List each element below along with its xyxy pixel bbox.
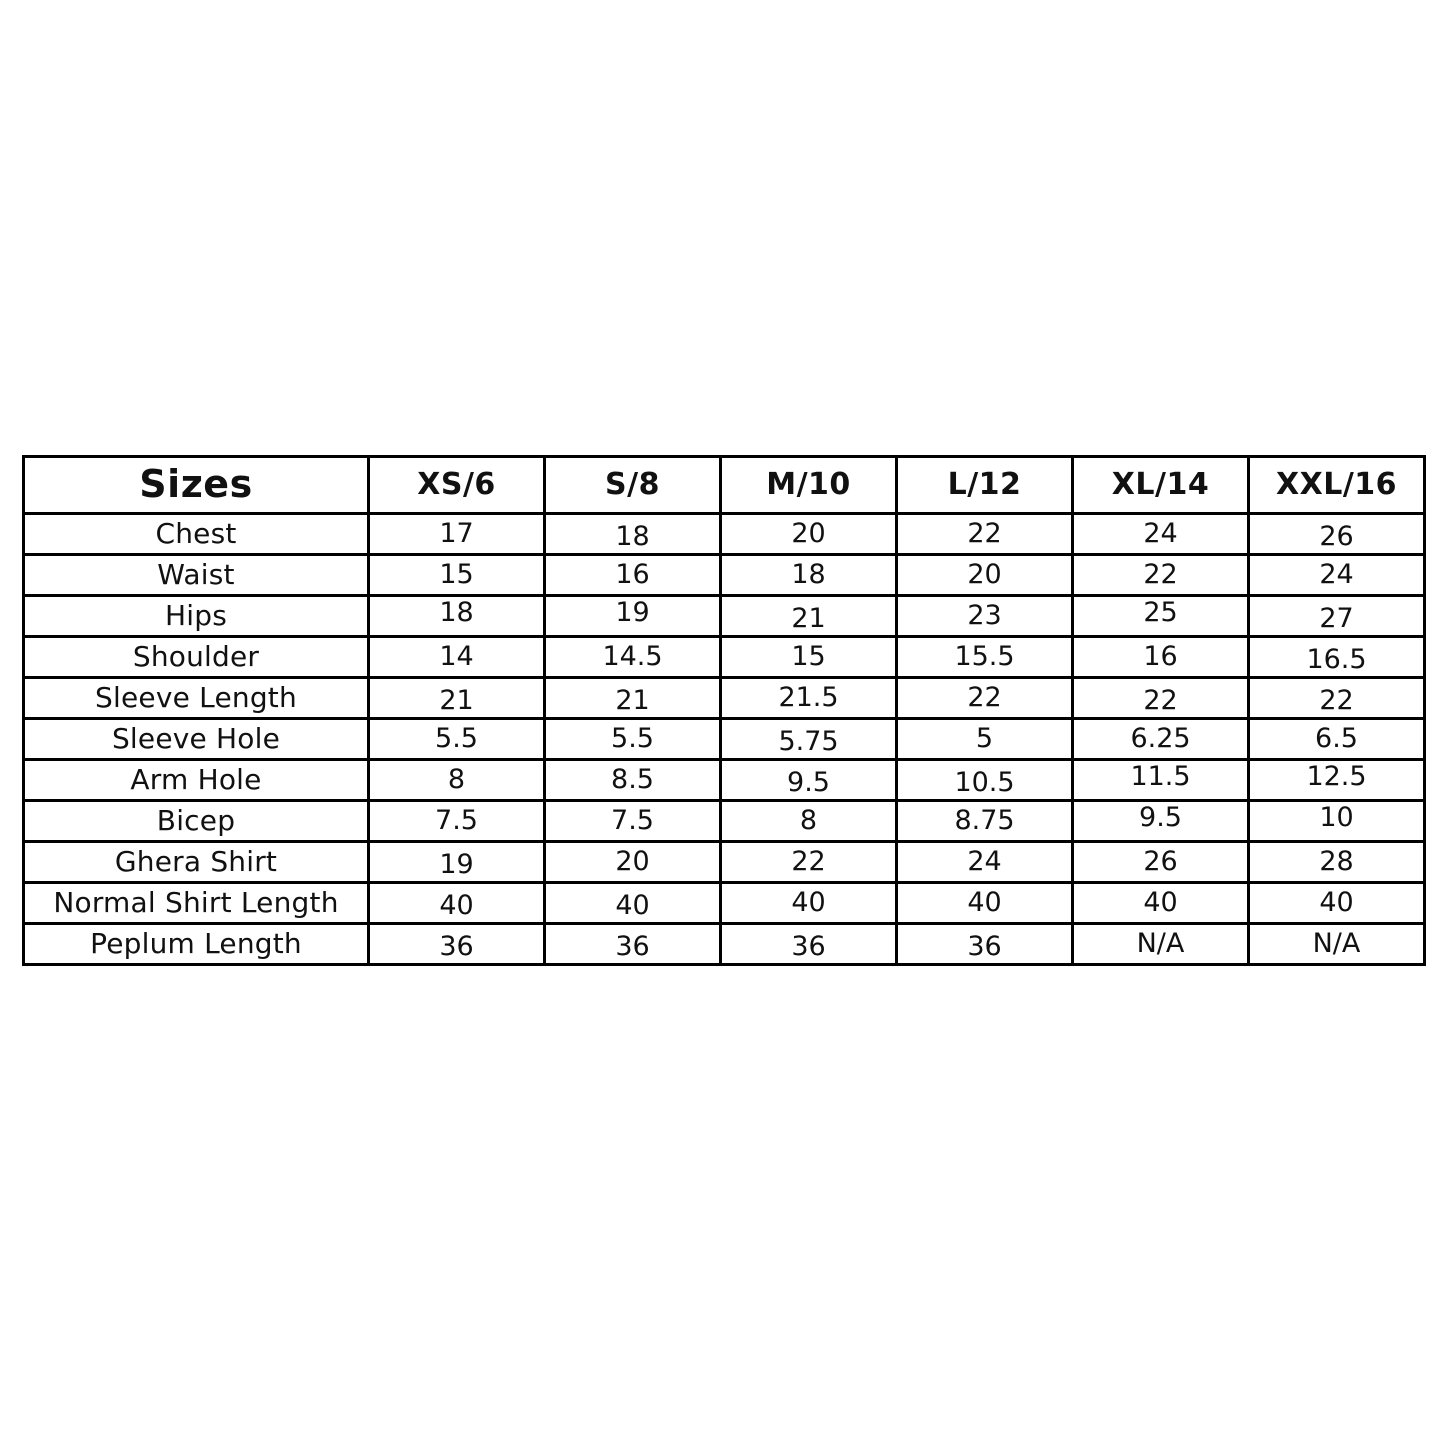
cell-value: 14	[439, 640, 474, 672]
cell-value: 7.5	[435, 804, 478, 836]
cell-value: 22	[967, 681, 1002, 713]
table-cell	[545, 514, 721, 555]
cell-value: 6.5	[1315, 722, 1358, 754]
cell-value: 8.5	[611, 763, 654, 795]
cell-value: 22	[1143, 558, 1178, 590]
table-cell	[1249, 760, 1425, 801]
table-cell	[369, 555, 545, 596]
table-cell	[1249, 596, 1425, 637]
table-row	[24, 719, 1425, 760]
table-cell	[1073, 678, 1249, 719]
table-cell	[369, 678, 545, 719]
cell-value: 16	[1143, 640, 1178, 672]
cell-value: 18	[439, 596, 474, 628]
row-label: Shoulder	[24, 637, 369, 678]
cell-value: 21	[439, 684, 474, 716]
cell-value: 40	[615, 889, 650, 921]
table-cell	[897, 760, 1073, 801]
cell-value: 20	[967, 558, 1002, 590]
table-row	[24, 924, 1425, 965]
table-cell	[1249, 924, 1425, 965]
cell-value: 8.75	[954, 804, 1015, 836]
row-label: Hips	[24, 596, 369, 637]
table-cell	[721, 842, 897, 883]
cell-value: 5	[975, 722, 994, 754]
cell-value: 24	[967, 845, 1002, 877]
table-cell	[1249, 801, 1425, 842]
cell-value: 20	[791, 517, 826, 549]
cell-value: 6.25	[1130, 722, 1191, 754]
table-cell	[369, 514, 545, 555]
row-label: Ghera Shirt	[24, 842, 369, 883]
cell-value: 25	[1143, 596, 1178, 628]
table-cell	[897, 596, 1073, 637]
row-label: Normal Shirt Length	[24, 883, 369, 924]
row-label: Arm Hole	[24, 760, 369, 801]
table-cell	[545, 596, 721, 637]
table-header	[24, 457, 1425, 514]
table-row	[24, 678, 1425, 719]
table-cell	[721, 760, 897, 801]
cell-value: 12.5	[1306, 760, 1367, 792]
table-cell	[1073, 555, 1249, 596]
cell-value: 24	[1143, 517, 1178, 549]
row-label: Waist	[24, 555, 369, 596]
table-cell	[1249, 514, 1425, 555]
row-label: Sleeve Length	[24, 678, 369, 719]
table-cell	[1073, 637, 1249, 678]
table-cell	[1249, 842, 1425, 883]
table-cell	[1073, 924, 1249, 965]
cell-value: 9.5	[1139, 801, 1182, 833]
table-cell	[1073, 719, 1249, 760]
cell-value: 22	[967, 517, 1002, 549]
table-cell	[897, 637, 1073, 678]
table-cell	[545, 801, 721, 842]
cell-value: 9.5	[787, 766, 830, 798]
table-cell	[369, 719, 545, 760]
cell-value: 17	[439, 517, 474, 549]
table-cell	[721, 719, 897, 760]
cell-value: 15	[791, 640, 826, 672]
cell-value: 40	[967, 886, 1002, 918]
cell-value: N/A	[1136, 927, 1185, 959]
cell-value: 40	[1143, 886, 1178, 918]
cell-value: 10	[1319, 801, 1354, 833]
table-body	[24, 514, 1425, 965]
table-cell	[1073, 801, 1249, 842]
table-row	[24, 596, 1425, 637]
cell-value: 20	[615, 845, 650, 877]
column-header-xxl16: XXL/16	[1249, 457, 1425, 514]
table-cell	[721, 924, 897, 965]
cell-value: 26	[1143, 845, 1178, 877]
cell-value: 11.5	[1130, 760, 1191, 792]
cell-value: 22	[1143, 684, 1178, 716]
cell-value: 36	[791, 930, 826, 962]
cell-value: 40	[791, 886, 826, 918]
column-header-s8: S/8	[545, 457, 721, 514]
cell-value: 23	[967, 599, 1002, 631]
cell-value: 16.5	[1306, 643, 1367, 675]
table-cell	[1249, 719, 1425, 760]
table-cell	[545, 637, 721, 678]
row-label: Chest	[24, 514, 369, 555]
table-cell	[369, 637, 545, 678]
column-header-sizes: Sizes	[24, 457, 369, 514]
table-cell	[721, 637, 897, 678]
cell-value: 5.5	[435, 722, 478, 754]
table-cell	[545, 678, 721, 719]
table-cell	[897, 678, 1073, 719]
cell-value: 16	[615, 558, 650, 590]
cell-value: 21	[615, 684, 650, 716]
table-cell	[1073, 883, 1249, 924]
table-cell	[369, 883, 545, 924]
cell-value: 19	[439, 848, 474, 880]
table-row	[24, 842, 1425, 883]
table-cell	[545, 555, 721, 596]
table-cell	[1073, 760, 1249, 801]
table-cell	[545, 842, 721, 883]
table-cell	[1249, 678, 1425, 719]
table-cell	[897, 883, 1073, 924]
table-cell	[369, 760, 545, 801]
column-header-xs6: XS/6	[369, 457, 545, 514]
row-label: Sleeve Hole	[24, 719, 369, 760]
table-row	[24, 555, 1425, 596]
table-cell	[1073, 596, 1249, 637]
table-cell	[721, 883, 897, 924]
cell-value: 7.5	[611, 804, 654, 836]
table-cell	[897, 801, 1073, 842]
size-chart-table	[22, 455, 1426, 966]
table-cell	[545, 719, 721, 760]
table-cell	[545, 760, 721, 801]
cell-value: 10.5	[954, 766, 1015, 798]
cell-value: N/A	[1312, 927, 1361, 959]
table-cell	[1073, 514, 1249, 555]
row-label: Bicep	[24, 801, 369, 842]
cell-value: 24	[1319, 558, 1354, 590]
table-cell	[369, 801, 545, 842]
table-cell	[545, 924, 721, 965]
size-chart-container	[22, 455, 1423, 966]
table-row	[24, 801, 1425, 842]
cell-value: 5.75	[778, 725, 839, 757]
cell-value: 26	[1319, 520, 1354, 552]
table-cell	[545, 883, 721, 924]
cell-value: 27	[1319, 602, 1354, 634]
cell-value: 36	[439, 930, 474, 962]
table-cell	[369, 596, 545, 637]
cell-value: 21	[791, 602, 826, 634]
row-label: Peplum Length	[24, 924, 369, 965]
table-row	[24, 514, 1425, 555]
cell-value: 15.5	[954, 640, 1015, 672]
cell-value: 40	[439, 889, 474, 921]
cell-value: 22	[791, 845, 826, 877]
table-cell	[721, 555, 897, 596]
column-header-l12: L/12	[897, 457, 1073, 514]
cell-value: 40	[1319, 886, 1354, 918]
column-header-m10: M/10	[721, 457, 897, 514]
cell-value: 14.5	[602, 640, 663, 672]
cell-value: 36	[615, 930, 650, 962]
table-cell	[897, 924, 1073, 965]
table-cell	[897, 719, 1073, 760]
column-header-xl14: XL/14	[1073, 457, 1249, 514]
table-cell	[721, 514, 897, 555]
table-row	[24, 760, 1425, 801]
cell-value: 8	[447, 763, 466, 795]
table-cell	[897, 555, 1073, 596]
cell-value: 36	[967, 930, 1002, 962]
table-row	[24, 883, 1425, 924]
cell-value: 19	[615, 596, 650, 628]
cell-value: 22	[1319, 684, 1354, 716]
cell-value: 21.5	[778, 681, 839, 713]
table-cell	[1073, 842, 1249, 883]
table-cell	[897, 514, 1073, 555]
cell-value: 5.5	[611, 722, 654, 754]
table-cell	[721, 801, 897, 842]
table-cell	[1249, 637, 1425, 678]
table-cell	[721, 678, 897, 719]
cell-value: 18	[791, 558, 826, 590]
header-row	[24, 457, 1425, 514]
table-cell	[1249, 883, 1425, 924]
table-cell	[369, 842, 545, 883]
table-row	[24, 637, 1425, 678]
cell-value: 8	[799, 804, 818, 836]
cell-value: 18	[615, 520, 650, 552]
table-cell	[1249, 555, 1425, 596]
cell-value: 15	[439, 558, 474, 590]
table-cell	[897, 842, 1073, 883]
table-cell	[369, 924, 545, 965]
cell-value: 28	[1319, 845, 1354, 877]
table-cell	[721, 596, 897, 637]
